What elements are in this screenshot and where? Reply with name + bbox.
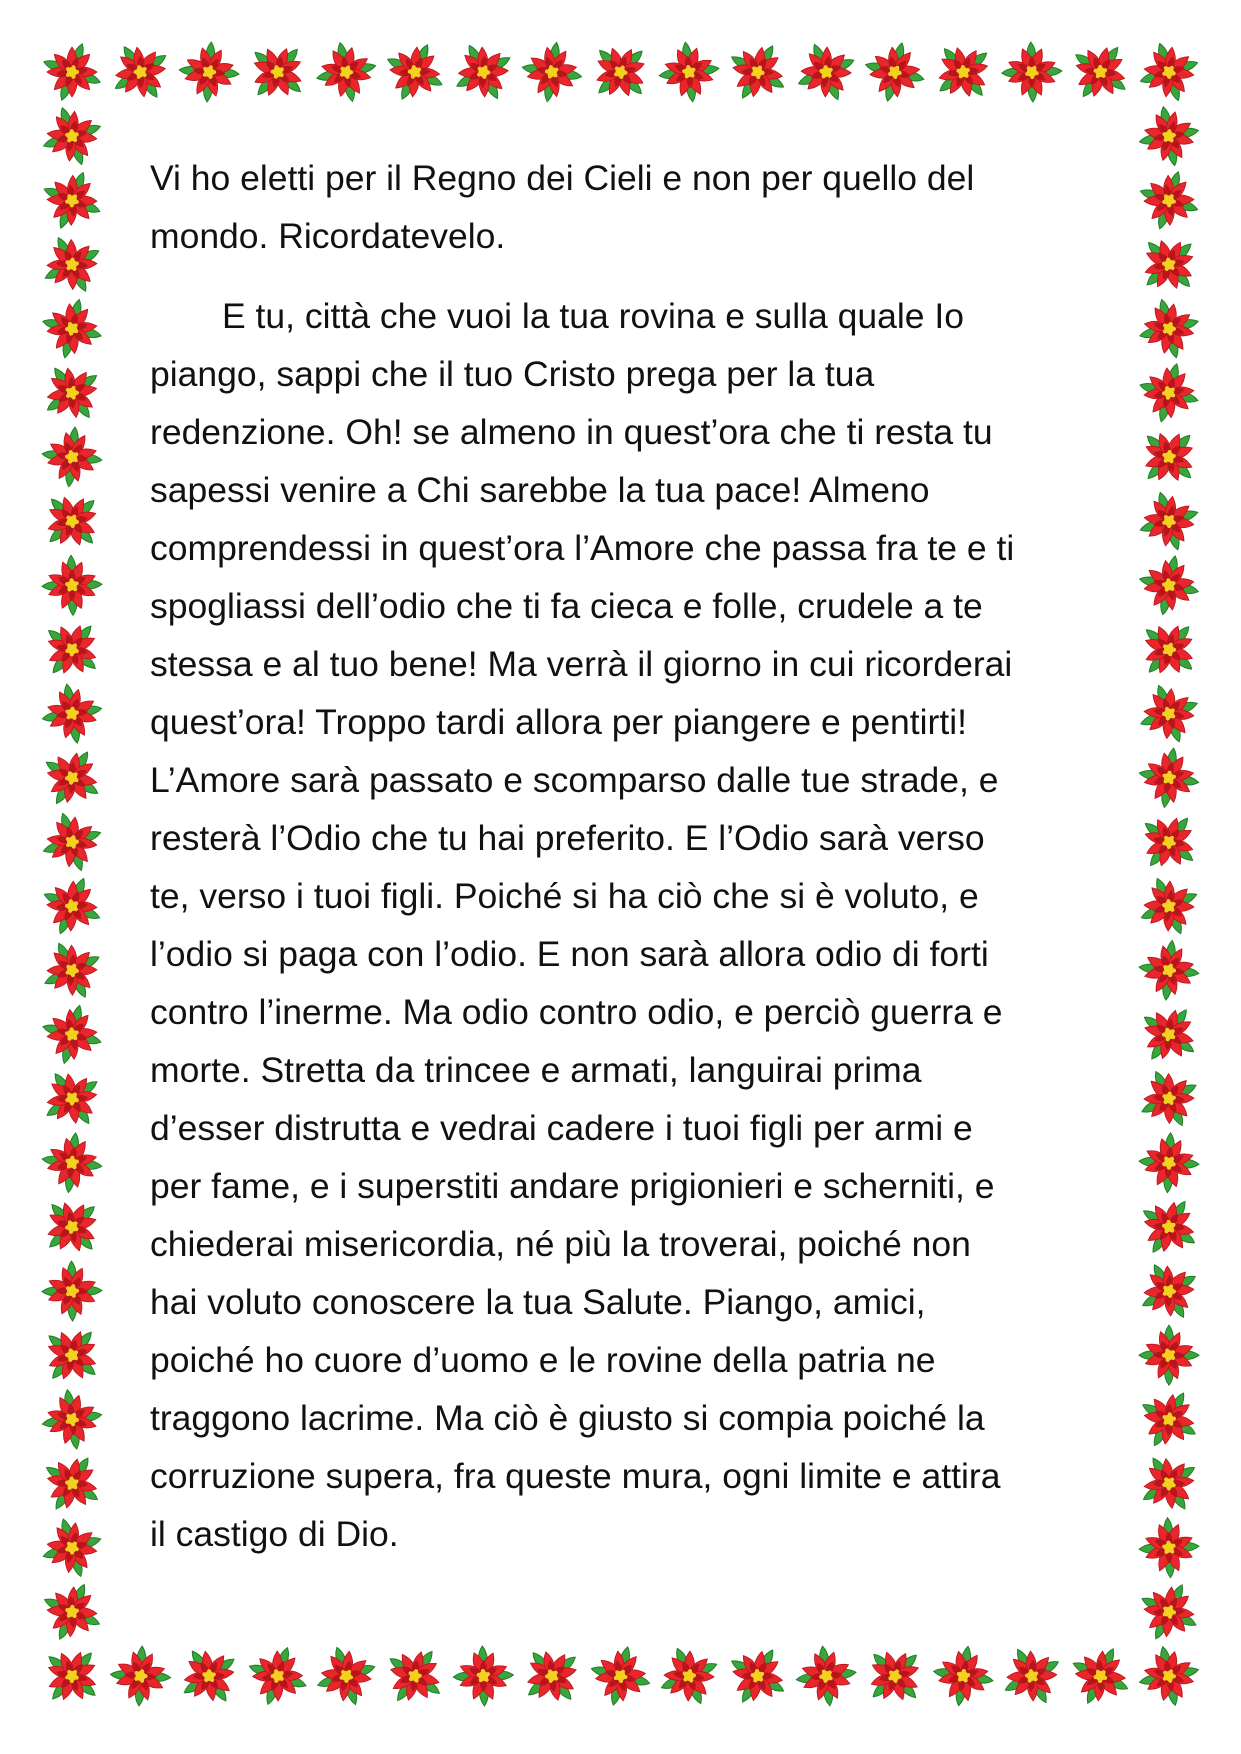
text-line: quest’ora! Troppo tardi allora per piangere e pentirti! <box>150 702 967 742</box>
poinsettia-icon <box>862 39 927 104</box>
poinsettia-icon <box>1068 1644 1132 1708</box>
poinsettia-icon <box>172 35 246 109</box>
text-line: L’Amore sarà passato e scomparso dalle tue strade, e <box>150 760 999 800</box>
text-line: per fame, e i superstiti andare prigionieri e scherniti, e <box>150 1166 995 1206</box>
text-line: comprendessi in quest’ora l’Amore che passa fra te e ti <box>150 528 1015 568</box>
poinsettia-icon <box>1128 1635 1210 1717</box>
poinsettia-icon <box>247 1646 307 1706</box>
poinsettia-icon <box>1135 1385 1203 1453</box>
poinsettia-icon <box>1128 287 1211 370</box>
poinsettia-icon <box>36 421 108 493</box>
text-line: morte. Stretta da trincee e armati, languirai prima <box>150 1050 922 1090</box>
poinsettia-icon <box>1138 170 1199 231</box>
poinsettia-icon <box>723 38 792 107</box>
poinsettia-icon <box>30 800 113 883</box>
poinsettia-icon <box>441 30 525 114</box>
poinsettia-icon <box>1127 1249 1211 1333</box>
poinsettia-icon <box>723 1642 792 1711</box>
poinsettia-icon <box>1136 1579 1201 1644</box>
poinsettia-icon <box>37 1448 108 1519</box>
text-line: Vi ho eletti per il Regno dei Cieli e non per quello del <box>150 158 975 198</box>
poinsettia-icon <box>1135 552 1202 619</box>
poinsettia-icon <box>1133 934 1205 1006</box>
poinsettia-icon <box>445 1637 522 1714</box>
poinsettia-icon <box>517 37 587 107</box>
text-line: l’odio si paga con l’odio. E non sarà allora odio di forti <box>150 934 989 974</box>
poinsettia-icon <box>99 30 182 113</box>
poinsettia-icon <box>378 1640 451 1713</box>
text-line: poiché ho cuore d’uomo e le rovine della patria ne <box>150 1340 936 1380</box>
poinsettia-icon <box>1127 672 1211 756</box>
poinsettia-icon <box>305 1634 388 1717</box>
poinsettia-icon <box>588 1643 653 1708</box>
poinsettia-icon <box>41 875 103 937</box>
poinsettia-icon <box>1128 95 1210 177</box>
poinsettia-icon <box>36 1127 107 1198</box>
poinsettia-icon <box>928 1641 998 1711</box>
text-line: traggono lacrime. Ma ciò è giusto si compia poiché la <box>150 1398 985 1438</box>
poinsettia-icon <box>647 1634 731 1718</box>
text-line: stessa e al tuo bene! Ma verrà il giorno in cui ricorderai <box>150 644 1013 684</box>
text-line: piango, sappi che il tuo Cristo prega per la tua <box>150 354 875 394</box>
poinsettia-icon <box>34 1638 110 1714</box>
paragraph <box>150 287 1110 1563</box>
poinsettia-icon <box>1133 998 1206 1071</box>
poinsettia-icon <box>649 32 729 112</box>
poinsettia-icon <box>103 1639 177 1713</box>
text-line: chiederai misericordia, né più la troverai, poiché non <box>150 1224 971 1264</box>
poinsettia-icon <box>41 170 102 231</box>
poinsettia-icon <box>30 94 114 178</box>
text-line: sapessi venire a Chi sarebbe la tua pace! Almeno <box>150 470 930 510</box>
poinsettia-icon <box>32 1187 112 1267</box>
poinsettia-icon <box>30 1057 113 1140</box>
poinsettia-icon <box>34 1317 110 1393</box>
poinsettia-icon <box>42 42 101 101</box>
poinsettia-icon <box>1064 36 1137 109</box>
text-line: contro l’inerme. Ma odio contro odio, e perciò guerra e <box>150 992 1003 1032</box>
poinsettia-icon <box>855 1636 935 1716</box>
poinsettia-icon <box>1127 1442 1210 1525</box>
poinsettia-icon <box>1130 1509 1208 1587</box>
poinsettia-icon <box>32 481 112 561</box>
poinsettia-icon <box>239 34 316 111</box>
text-line: spogliassi dell’odio che ti fa cieca e folle, crudele a te <box>150 586 983 626</box>
poinsettia-icon <box>40 1580 103 1643</box>
poinsettia-icon <box>31 351 114 434</box>
poinsettia-icon <box>33 547 110 624</box>
poinsettia-icon <box>32 1379 113 1460</box>
poinsettia-icon <box>1131 611 1208 688</box>
poinsettia-icon <box>1127 864 1211 948</box>
body-text <box>150 149 1110 1563</box>
poinsettia-icon <box>990 1634 1074 1718</box>
poinsettia-icon <box>34 1253 111 1330</box>
poinsettia-icon <box>30 1506 113 1589</box>
poinsettia-icon <box>1129 224 1209 304</box>
poinsettia-icon <box>168 1634 251 1717</box>
poinsettia-icon <box>1127 30 1210 113</box>
text-line: te, verso i tuoi figli. Poiché si ha ciò che si è voluto, e <box>150 876 979 916</box>
poinsettia-icon <box>1130 418 1209 497</box>
paragraph <box>150 149 1110 265</box>
poinsettia-icon <box>993 33 1070 110</box>
text-line: redenzione. Oh! se almeno in quest’ora che ti resta tu <box>150 412 993 452</box>
poinsettia-icon <box>581 32 661 112</box>
poinsettia-icon <box>1132 1126 1206 1200</box>
poinsettia-icon <box>30 222 114 306</box>
poinsettia-icon <box>1127 479 1210 562</box>
poinsettia-icon <box>305 31 387 113</box>
poinsettia-icon <box>1131 1317 1207 1393</box>
poinsettia-icon <box>34 612 110 688</box>
poinsettia-icon <box>1137 361 1201 425</box>
poinsettia-icon <box>383 40 447 104</box>
poinsettia-icon <box>39 296 104 361</box>
poinsettia-icon <box>786 1636 866 1716</box>
poinsettia-icon <box>784 30 868 114</box>
poinsettia-icon <box>511 1635 593 1717</box>
poinsettia-icon <box>1134 743 1204 813</box>
poinsettia-icon <box>923 31 1005 113</box>
text-line: corruzione supera, fra queste mura, ogni limite e attira <box>150 1456 1001 1496</box>
text-line: il castigo di Dio. <box>150 1514 399 1554</box>
text-line: d’esser distrutta e vedrai cadere i tuoi figli per armi e <box>150 1108 973 1148</box>
poinsettia-icon <box>1132 804 1207 879</box>
text-line: hai voluto conoscere la tua Salute. Piango, amici, <box>150 1282 926 1322</box>
text-line: mondo. Ricordatevelo. <box>150 216 506 256</box>
text-line: resterà l’Odio che tu hai preferito. E l’Odio sarà verso <box>150 818 985 858</box>
poinsettia-icon <box>40 1002 104 1066</box>
poinsettia-icon <box>1127 1057 1211 1141</box>
poinsettia-icon <box>37 743 107 813</box>
poinsettia-icon <box>31 673 112 754</box>
poinsettia-icon <box>1134 1192 1205 1263</box>
poinsettia-icon <box>30 928 114 1012</box>
text-line: E tu, città che vuoi la tua rovina e sulla quale Io <box>222 296 964 336</box>
